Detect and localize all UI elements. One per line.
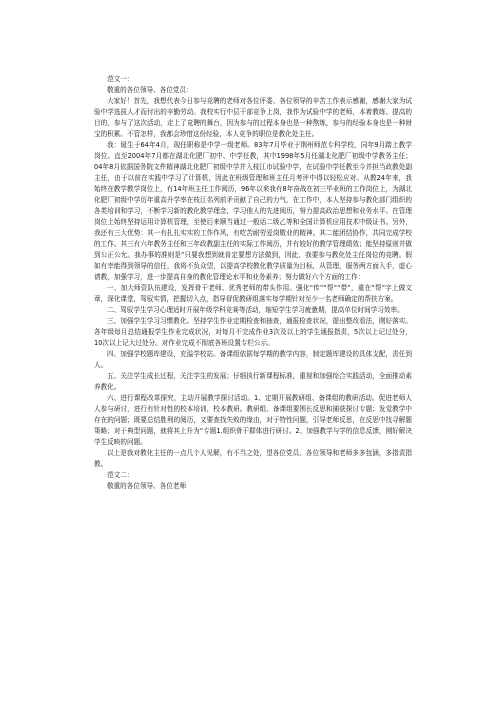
list-item-3: 三、加强学生学习习惯教化。坚持学生作业定期检查和抽查，通报检查状况，提出整改看法，刚好落实。各年级每月总结通报学生作业完成状况，对每月不完成作业3次及以上的学生通报指责，5次以上记过处分，10次以上记大过处分。对作业完成不彻底各班设置专栏公示。 (94, 317, 412, 347)
salutation-1: 敬重的各位领导、各位党员： (107, 86, 193, 94)
document-page (94, 74, 412, 492)
salutation-2: 敬重的各位领导、各位老师 (107, 482, 187, 490)
closing-paragraph: 以上是我对教化主任的一点几个人见解，有不当之处，望各位党员、各位领导和老师多多包涵，多指责指教。 (94, 449, 412, 468)
section-heading-2: 范文二： (107, 471, 134, 479)
paragraph-background: 我：诞生于64年4月，现任职称是中学一级老师。83年7月毕业于荆州师范专科学校，同年9月踏上教学岗位。直至2004年7月都在湖北化肥厂初中、中学任教，其中1998年5月任湖北化肥厂初级中学教务主任；04年8月依据国务院文件精神湖北化肥厂初级中学并入枝江市试验中学，在试验中学任教至今并担当政教处副主任，由于以前在实践中学习了计算机，因此在班级管理和班主任月考评中得以轻松应对。从教24年来，我始终在教学教学岗位上，有14年班主任工作阅历，96年以来我有8年奋战在初三毕业班的工作岗位上，为湖北化肥厂初级中学历年重高升学率在枝江名列前矛贡献了自己的力气，在工作中，本人坚持参与教化部门组织的各类培训和学习，不断学习新的教化教学理念，学习他人的先进阅历，努力提高政治思想和业务水平。在管理岗位上始终坚持运用计算机管理，至使后来顺当通过一般话二级乙等和全国计算机应用技术中级证书。另外，我还有三大优势：其一有扎扎实实的工作作风，有吃苦耐劳爱岗敬业的精神。其二能团结协作，共同完成学校的工作。其三有六年教务主任和三年政教副主任的实际工作阅历，并有较好的教学管理绩效；能坚持原则并做到公正公允。我办事的准则是“只要我想到就肯定要想方法做到，因此，我要参与教化处主任岗位的竞聘。假如有幸能得到领导的信任，我将不负众望，以提高学校教化教学质量为目标，从管理，服务两方面入手，虚心请教，加强学习，进一步提高自身的教化管理论水平和业务素养；努力做好六个方面的工作： (94, 141, 412, 281)
list-item-4: 四、加强学校题库建设，充溢学校站。备课组依据每学期的教学内容，制定题库建设的具体支配，责任到人。 (94, 350, 412, 369)
list-item-1: 一、加大师资队伍建设，发挥骨干老师、优秀老师的带头作用。强化“传”“帮”“带”，重在“帮”字上做文章，深化课堂，驾驭实情，把握切入点，指导督促教研组落实每学期针对至少一名老师确定的帮扶方案。 (94, 284, 412, 303)
section-heading-1: 范文一： (107, 75, 134, 83)
list-item-5: 五、关注学生成长过程，关注学生的发展；仔细执行新课程标准，重视和加强综合实践活动，全面推动素养教化。 (94, 372, 412, 391)
list-item-2: 二、驾驭学生学习心理适时开展年级学科竞赛等活动，缩短学生学习疲惫期，提高单位时间学习效率。 (107, 306, 404, 314)
list-item-6: 六、进行课程改革探究，主动开展教学探讨活动。1、定期开展教研组、备课组的教研活动。促进老师人人参与研讨，进行有针对性的校本培训，校本教研。教研组、备课组要围长反思和捕获探讨专题；发觉教学中存在的问题；既要总结胜利的阅历，又要查找失败的缘由，对于特性问题，引导老师反思，在反思中找寻解题策略；对于典型问题，就将其上升为“专题1.组织骨干群体进行研讨。2、加强教学与学的信息反馈，刚好解决学生反映的问题。 (94, 394, 412, 446)
paragraph-intro: 大家好！首先，我想代表今日参与竞聘的老师对各位评委、各位领导的辛苦工作表示感谢，感谢大家为试验中学选拔人才而付出的辛勤劳动。我校实行中层干部竞争上岗，我作为试验中学的老师，本着教练、提高的目的，参与了这次活动，走上了竞聘的舞台，因为参与的过程本身也是一种熬炼，参与的经验本身也是一种财宝的积累。不管怎样，我都会珍惜这份经验，本人竞争的职位是教化处主任。 (94, 97, 412, 138)
